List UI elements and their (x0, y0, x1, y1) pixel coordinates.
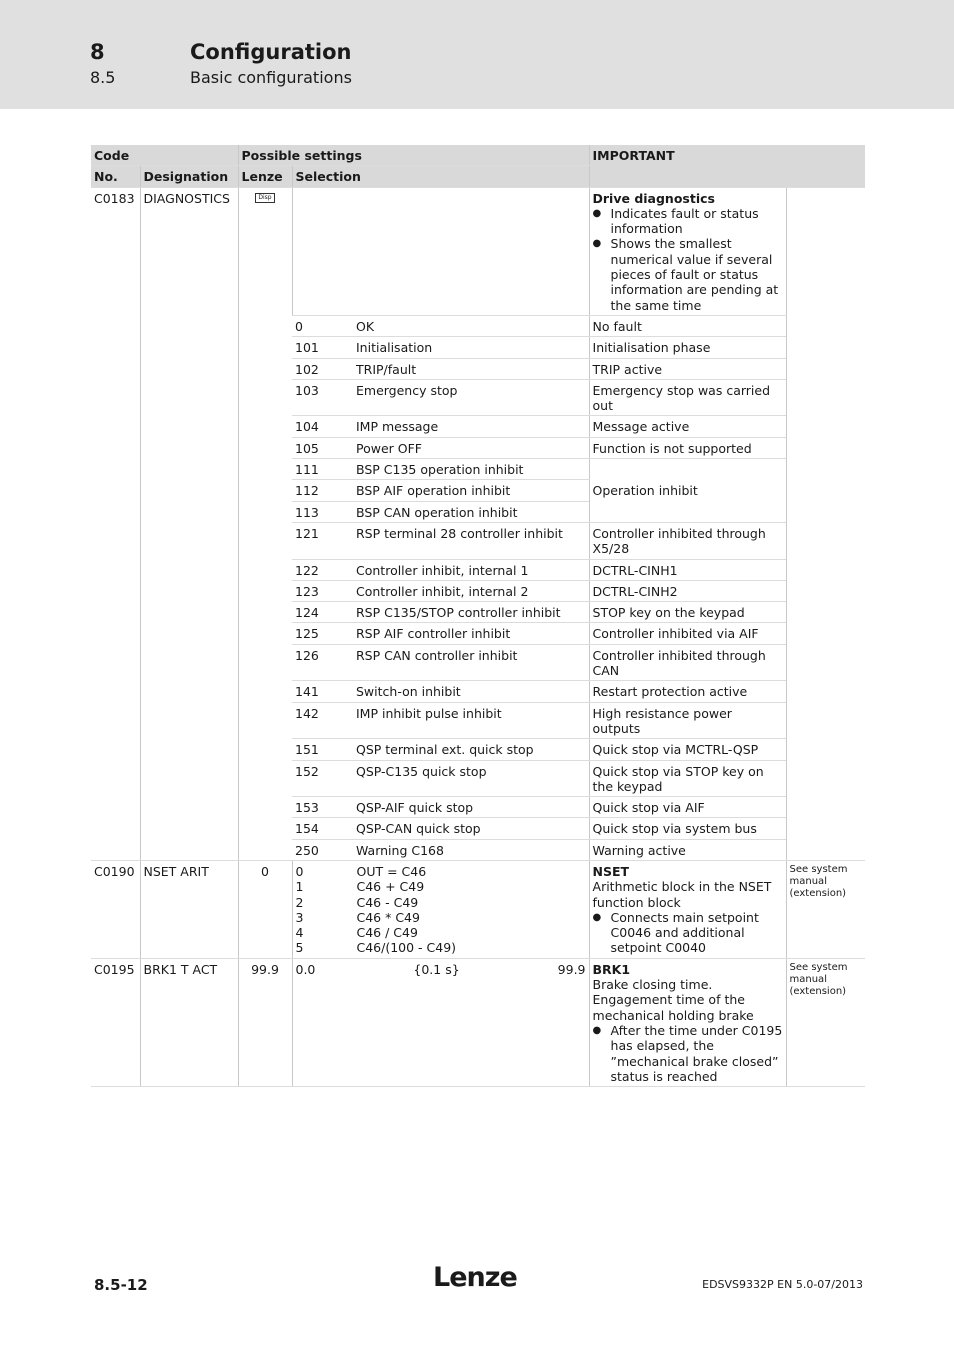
selection-text: Controller inhibit, internal 2 (356, 583, 529, 599)
selection-number: 250 (295, 842, 319, 858)
important-cell: Quick stop via system bus (589, 818, 786, 839)
important-cell: No fault (589, 315, 786, 336)
important-title: NSET (592, 863, 630, 879)
list-item: ● Connects main setpoint C0046 and additional setpoint C0040 (611, 910, 783, 956)
list-item: 0 OUT = C46 (295, 863, 427, 879)
selection-number: 124 (295, 605, 319, 621)
selection-number: 152 (295, 763, 319, 779)
code-c0190: C0190 (91, 860, 140, 958)
lenze-c0190: 0 (238, 860, 292, 958)
table-row (91, 860, 865, 958)
range-min: 0.0 (295, 961, 316, 977)
selection-number: 113 (295, 504, 319, 520)
important-text: Arithmetic block in the NSET function block (592, 879, 772, 910)
selection-number: 123 (295, 583, 319, 599)
important-c0195 (589, 958, 786, 1086)
selection-text: TRIP/fault (356, 361, 417, 377)
designation-c0190: NSET ARIT (140, 860, 238, 958)
note-c0183 (786, 187, 865, 860)
selection-number: 142 (295, 705, 319, 721)
selection-text: Controller inhibit, internal 1 (356, 562, 529, 578)
display-icon: Disp (255, 193, 275, 203)
list-item: 2 C46 - C49 (295, 894, 419, 910)
lenze-logo: Lenze (433, 1262, 517, 1293)
header-code: Code (91, 145, 238, 166)
code-c0183: C0183 (91, 187, 140, 860)
list-item: ● After the time under C0195 has elapsed, the ”mechanical brake closed” status is reached (611, 1023, 783, 1084)
section-number: 8.5 (90, 68, 116, 87)
chapter-title: Configuration (190, 40, 352, 64)
selection-number: 112 (295, 483, 319, 499)
important-cell: Warning active (589, 839, 786, 860)
list-item: ● Shows the smallest numerical value if several pieces of fault or status information are pending at the same time (611, 236, 783, 312)
page-header (0, 0, 954, 109)
selection-text: OK (356, 318, 375, 334)
parameter-table (91, 145, 865, 1087)
important-title: BRK1 (592, 961, 631, 977)
important-cell: Quick stop via AIF (589, 797, 786, 818)
selection-c0190 (292, 860, 589, 958)
important-cell: DCTRL-CINH1 (589, 559, 786, 580)
selection-number: 111 (295, 462, 319, 478)
important-cell: Controller inhibited via AIF (589, 623, 786, 644)
important-cell: Controller inhibited through CAN (589, 644, 786, 681)
bullet-list (593, 206, 783, 313)
important-cell: Initialisation phase (589, 337, 786, 358)
selection-number: 122 (295, 562, 319, 578)
header-lenze: Lenze (238, 166, 292, 187)
header-no: No. (91, 166, 140, 187)
selection-number: 0 (295, 318, 303, 334)
header-possible-settings: Possible settings (238, 145, 589, 166)
selection-text: QSP-C135 quick stop (356, 763, 487, 779)
lenze-c0183 (238, 187, 292, 860)
selection-number: 102 (295, 361, 319, 377)
table-row (91, 958, 865, 1086)
note-c0190: See system manual (extension) (786, 860, 865, 958)
selection-text: RSP CAN controller inhibit (356, 647, 518, 663)
selection-text: Emergency stop (356, 382, 458, 398)
selection-text: QSP terminal ext. quick stop (356, 742, 534, 758)
chapter-number: 8 (90, 40, 105, 64)
list-item: 3 C46 * C49 (295, 909, 420, 925)
important-cell: STOP key on the keypad (589, 602, 786, 623)
important-cell: Emergency stop was carried out (589, 379, 786, 416)
header-selection: Selection (292, 166, 589, 187)
selection-text: QSP-AIF quick stop (356, 800, 474, 816)
range-max: 99.9 (557, 961, 586, 977)
lenze-c0195: 99.9 (238, 958, 292, 1086)
important-cell: Restart protection active (589, 681, 786, 702)
header-important: IMPORTANT (589, 145, 865, 187)
range-step: {0.1 s} (413, 961, 460, 977)
list-item: 1 C46 + C49 (295, 879, 425, 895)
selection-number: 103 (295, 382, 319, 398)
important-cell: DCTRL-CINH2 (589, 580, 786, 601)
selection-c0195 (292, 958, 589, 1086)
selection-number: 104 (295, 419, 319, 435)
selection-number: 154 (295, 821, 319, 837)
important-cell: High resistance power outputs (589, 702, 786, 739)
important-cell: Quick stop via MCTRL-QSP (589, 739, 786, 760)
selection-text: RSP C135/STOP controller inhibit (356, 605, 561, 621)
section-title: Basic configurations (190, 68, 352, 87)
selection-number: 101 (295, 340, 319, 356)
note-c0195: See system manual (extension) (786, 958, 865, 1086)
selection-text: Switch-on inhibit (356, 684, 461, 700)
code-c0195: C0195 (91, 958, 140, 1086)
header-designation: Designation (140, 166, 238, 187)
page-number: 8.5-12 (94, 1276, 148, 1294)
bullet-list (593, 910, 783, 956)
important-text: Brake closing time. Engagement time of the mechanical holding brake (592, 977, 754, 1023)
selection-text: Initialisation (356, 340, 433, 356)
document-id: EDSVS9332P EN 5.0-07/2013 (702, 1278, 863, 1291)
important-cell: Message active (589, 416, 786, 437)
selection-c0183-empty (292, 187, 589, 315)
selection-number: 125 (295, 626, 319, 642)
selection-text: RSP terminal 28 controller inhibit (356, 525, 563, 541)
important-cell: TRIP active (589, 358, 786, 379)
selection-text: RSP AIF controller inhibit (356, 626, 511, 642)
selection-text: BSP C135 operation inhibit (356, 462, 524, 478)
selection-number: 151 (295, 742, 319, 758)
important-c0183 (589, 187, 786, 315)
table-row (91, 187, 865, 315)
list-item: ● Indicates fault or status information (611, 206, 783, 237)
selection-text: QSP-CAN quick stop (356, 821, 481, 837)
range (296, 962, 586, 977)
selection-number: 126 (295, 647, 319, 663)
selection-text: BSP AIF operation inhibit (356, 483, 511, 499)
selection-text: BSP CAN operation inhibit (356, 504, 518, 520)
important-c0190 (589, 860, 786, 958)
important-operation-inhibit: Operation inhibit (589, 459, 786, 523)
list-item: 4 C46 / C49 (295, 925, 418, 941)
list-item: 5 C46/(100 - C49) (295, 940, 457, 956)
important-title: Drive diagnostics (592, 190, 715, 206)
selection-number: 121 (295, 525, 319, 541)
selection-number: 141 (295, 684, 319, 700)
selection-number: 153 (295, 800, 319, 816)
designation-c0195: BRK1 T ACT (140, 958, 238, 1086)
table-header-row-1 (91, 145, 865, 166)
bullet-list (593, 1023, 783, 1084)
designation-c0183: DIAGNOSTICS (140, 187, 238, 860)
important-cell: Function is not supported (589, 437, 786, 458)
selection-text: Warning C168 (356, 842, 444, 858)
selection-text: Power OFF (356, 440, 422, 456)
selection-number: 105 (295, 440, 319, 456)
selection-text: IMP message (356, 419, 439, 435)
selection-text: IMP inhibit pulse inhibit (356, 705, 502, 721)
important-cell: Controller inhibited through X5/28 (589, 522, 786, 559)
important-cell: Quick stop via STOP key on the keypad (589, 760, 786, 797)
